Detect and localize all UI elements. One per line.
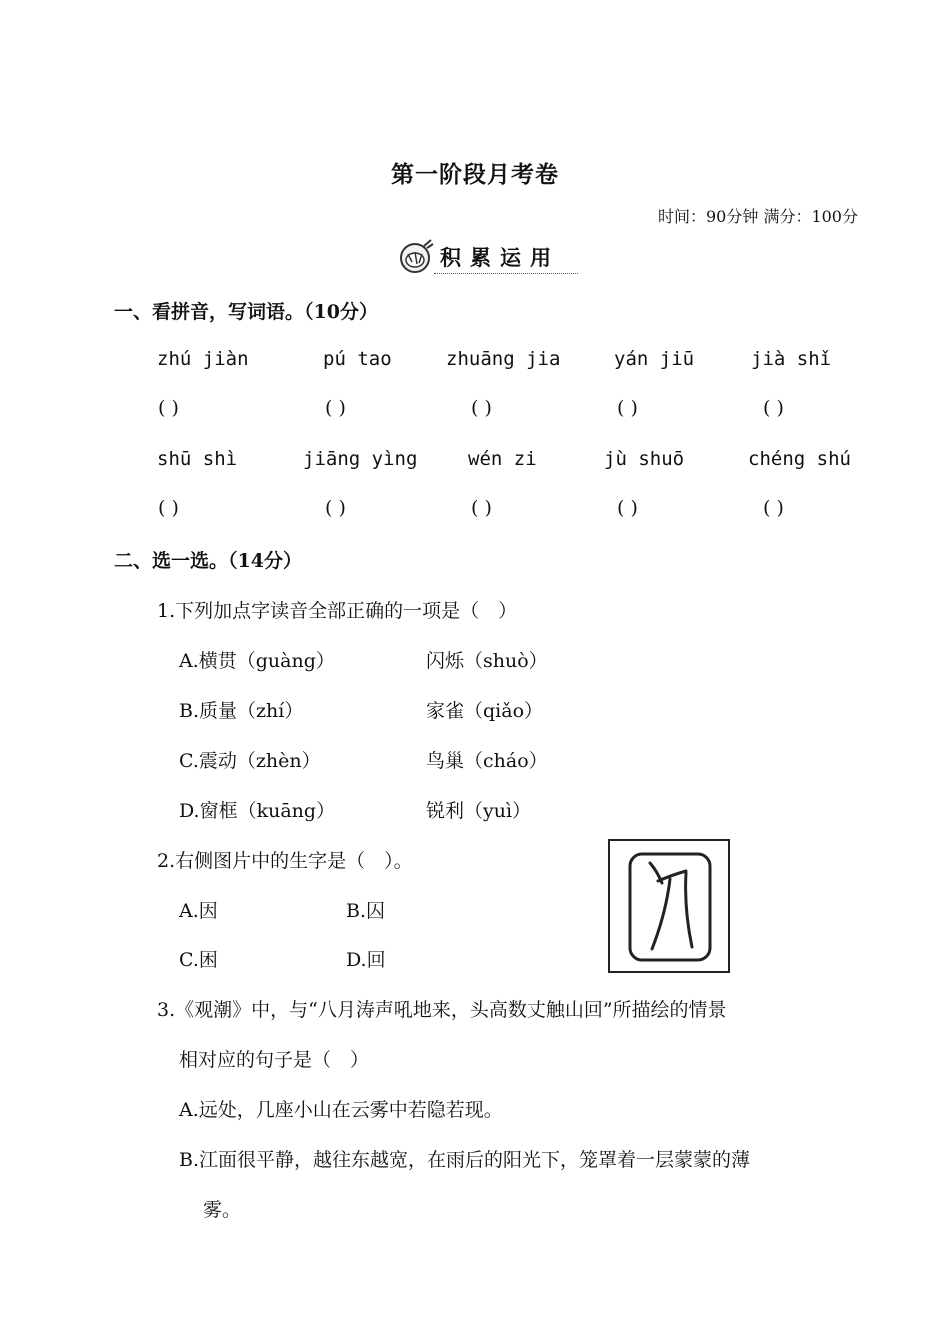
q2-option-a[interactable]: A.因 <box>179 900 218 922</box>
q2-option-d[interactable]: D.回 <box>346 949 386 971</box>
drum-icon <box>398 238 434 276</box>
pinyin-3: zhuāng jia <box>446 348 561 370</box>
answer-blank[interactable]: ( ) <box>763 497 784 519</box>
pinyin-2: pú tao <box>323 348 392 370</box>
q1-option-b[interactable]: B.质量（zhí） <box>179 700 304 722</box>
pinyin-6: shū shì <box>157 448 238 470</box>
answer-blank[interactable]: ( ) <box>617 397 638 419</box>
section1-heading: 一、看拼音，写词语。（10分） <box>114 301 378 323</box>
q3-option-b[interactable]: B.江面很平静，越往东越宽，在雨后的阳光下，笼罩着一层蒙蒙的薄 <box>179 1149 751 1171</box>
question-2: 2.右侧图片中的生字是（ ）。 <box>157 850 413 872</box>
pinyin-4: yán jiū <box>614 348 695 370</box>
page-title: 第一阶段月考卷 <box>391 161 559 188</box>
question-3-cont: 相对应的句子是（ ） <box>179 1049 370 1071</box>
q1-option-d-2: 锐利（yuì） <box>426 800 532 822</box>
exam-meta: 时间：90分钟 满分：100分 <box>658 207 858 226</box>
q3-option-a[interactable]: A.远处，几座小山在云雾中若隐若现。 <box>179 1099 503 1121</box>
answer-blank[interactable]: ( ) <box>763 397 784 419</box>
ancient-character-image <box>608 839 730 973</box>
answer-blank[interactable]: ( ) <box>158 397 179 419</box>
badge-label: 积累运用 <box>440 245 560 270</box>
question-3: 3.《观潮》中，与“八月涛声吼地来，头高数丈触山回”所描绘的情景 <box>157 999 727 1021</box>
pinyin-8: wén zi <box>468 448 537 470</box>
q2-option-c[interactable]: C.困 <box>179 949 218 971</box>
answer-blank[interactable]: ( ) <box>471 497 492 519</box>
q1-option-b-2: 家雀（qiǎo） <box>426 700 544 722</box>
pinyin-7: jiāng yìng <box>303 448 418 470</box>
pinyin-9: jù shuō <box>604 448 685 470</box>
answer-blank[interactable]: ( ) <box>325 497 346 519</box>
pinyin-10: chéng shú <box>748 448 851 470</box>
answer-blank[interactable]: ( ) <box>617 497 638 519</box>
badge-underline <box>434 273 578 274</box>
question-1: 1.下列加点字读音全部正确的一项是（ ） <box>157 600 518 622</box>
q1-option-c[interactable]: C.震动（zhèn） <box>179 750 321 772</box>
q1-option-a-2: 闪烁（shuò） <box>426 650 548 672</box>
q3-option-b-cont: 雾。 <box>203 1199 242 1221</box>
q1-option-d[interactable]: D.窗框（kuāng） <box>179 800 336 822</box>
answer-blank[interactable]: ( ) <box>158 497 179 519</box>
answer-blank[interactable]: ( ) <box>325 397 346 419</box>
pinyin-1: zhú jiàn <box>157 348 249 370</box>
pinyin-5: jià shǐ <box>751 348 832 370</box>
answer-blank[interactable]: ( ) <box>471 397 492 419</box>
q1-option-a[interactable]: A.横贯（guàng） <box>179 650 335 672</box>
q2-option-b[interactable]: B.囚 <box>346 900 386 922</box>
q1-option-c-2: 鸟巢（cháo） <box>426 750 548 772</box>
section2-heading: 二、选一选。（14分） <box>114 550 302 572</box>
